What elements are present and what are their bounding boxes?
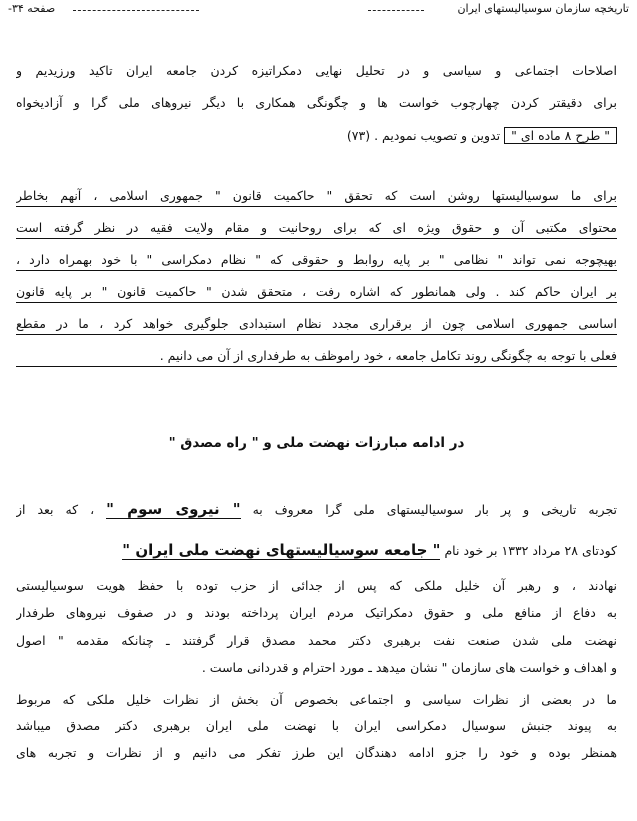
header-rule xyxy=(73,10,199,11)
paragraph-line: اساسی جمهوری اسلامی چون از برقراری مجدد نظام استبدادی جلوگیری خواهد کرد ، ما در مقطع xyxy=(16,314,617,335)
paragraph-line: برای ما سوسیالیستها روشن است که تحقق " حاکمیت قانون " جمهوری اسلامی ، آنهم بخاطر xyxy=(16,186,617,207)
paragraph-line: فعلی با توجه به چگونگی روند تکامل جامعه ، خود راموظف به طرفداری از آن می دانیم . xyxy=(16,346,617,367)
paragraph-text: کودتای ۲۸ مرداد ۱۳۳۲ بر خود نام xyxy=(444,543,617,558)
quoted-name: " جامعه سوسیالیستهای نهضت ملی ایران " xyxy=(122,541,441,559)
paragraph-line: ما در بعضی از نظرات سیاسی و اجتماعی بخصوص آن بخش از نظرات خلیل ملکی که مربوط xyxy=(16,692,617,707)
paragraph-line: اصلاحات اجتماعی و سیاسی و در تحلیل نهایی دمکراتیزه کردن جامعه ایران تاکید ورزیدیم و xyxy=(16,63,617,78)
paragraph-line: نهضت ملی شدن صنعت نفت برهبری دکتر محمد مصدق قرار گرفتند ـ چنانکه مقدمه " اصول xyxy=(16,633,617,648)
header-title: تاریخچه سازمان سوسیالیستهای ایران xyxy=(457,2,629,15)
paragraph-line: بر ایران حاکم کند . ولی همانطور که اشاره رفت ، متحقق شدن " حاکمیت قانون " بر پایه قانون xyxy=(16,282,617,303)
page-header xyxy=(8,2,629,18)
paragraph-line: به دفاع از منافع ملی و حقوق دمکراتیک مردم ایران پرداخته بودند و در صفوف نیروهای طرفدار xyxy=(16,605,617,620)
paragraph-line xyxy=(16,499,617,519)
paragraph-line: برای دقیقتر کردن چهارچوب خواست ها و چگونگی همکاری با دیگر نیروهای ملی گرا و آزادیخواه xyxy=(16,95,617,110)
paragraph-line: محتوای مکتبی آن و حقوق ویژه ای که برای روحانیت و مقام ولایت فقیه در نظر گرفته است xyxy=(16,218,617,239)
quoted-name: " نیروی سوم " xyxy=(106,500,241,518)
page-number: صفحه ۳۴- xyxy=(8,2,56,15)
paragraph-line: بهیچوجه نمی تواند " نظامی " بر پایه روابط و حقوقی که " نظام دمکراسی " با خود بهمراه دارد ، xyxy=(16,250,617,271)
boxed-plan-title: " طرح ۸ ماده ای " xyxy=(504,127,617,144)
paragraph-line: و اهداف و خواست های سازمان " نشان میدهد ـ مورد احترام و قدردانی ماست . xyxy=(201,660,617,675)
paragraph-text: ، که بعد از xyxy=(16,502,95,517)
paragraph-text: تدوین و تصویب نمودیم . (۷۳) xyxy=(346,128,501,143)
paragraph-line xyxy=(16,126,617,146)
paragraph-line: همنظر بوده و خود را جزو ادامه دهندگان این طرز تفکر می دانیم و از نظرات و تجربه های xyxy=(16,745,617,760)
header-rule xyxy=(368,10,424,11)
paragraph-line: به پیوند جنبش سوسیال دمکراسی ایران با نهضت ملی ایران برهبری دکتر مصدق میباشد xyxy=(16,718,617,733)
paragraph-line xyxy=(16,540,617,560)
section-heading: در ادامه مبارزات نهضت ملی و " راه مصدق " xyxy=(168,435,465,451)
paragraph-text: تجربه تاریخی و پر بار سوسیالیستهای ملی گرا معروف به xyxy=(252,502,617,517)
paragraph-line: نهادند ، و رهبر آن خلیل ملکی که پس از جدائی از حزب توده با حفظ هویت سوسیالیستی xyxy=(16,578,617,593)
